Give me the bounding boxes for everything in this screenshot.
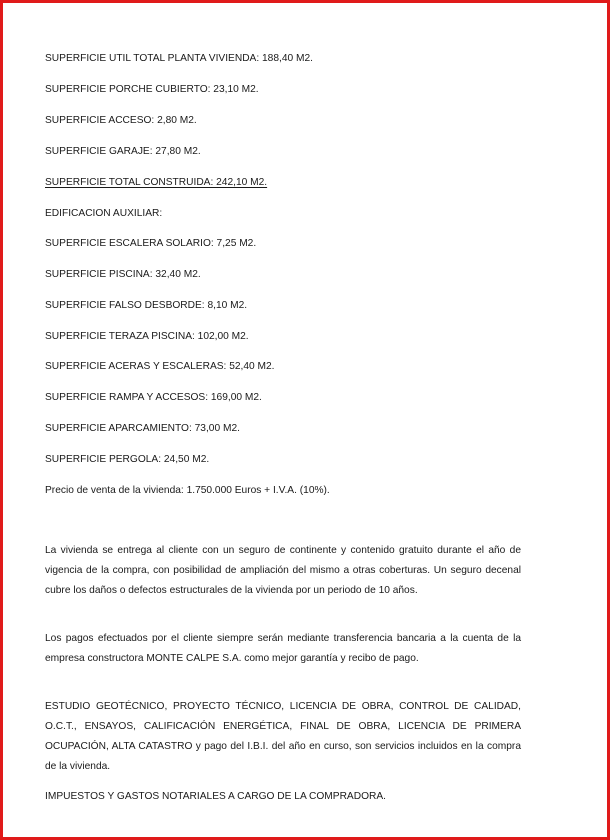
auxiliary-line: SUPERFICIE PERGOLA: 24,50 M2.: [45, 454, 210, 465]
auxiliary-heading: EDIFICACION AUXILIAR:: [45, 208, 163, 219]
auxiliary-line: SUPERFICIE FALSO DESBORDE: 8,10 M2.: [45, 300, 248, 311]
surface-line: SUPERFICIE ACCESO: 2,80 M2.: [45, 115, 197, 126]
auxiliary-line: SUPERFICIE RAMPA Y ACCESOS: 169,00 M2.: [45, 392, 262, 403]
auxiliary-line: SUPERFICIE ESCALERA SOLARIO: 7,25 M2.: [45, 238, 257, 249]
surface-total-line: SUPERFICIE TOTAL CONSTRUIDA: 242,10 M2.: [45, 177, 268, 188]
surface-line: SUPERFICIE PORCHE CUBIERTO: 23,10 M2.: [45, 84, 259, 95]
auxiliary-line: SUPERFICIE APARCAMIENTO: 73,00 M2.: [45, 423, 240, 434]
auxiliary-line: SUPERFICIE TERAZA PISCINA: 102,00 M2.: [45, 331, 249, 342]
payment-paragraph: Los pagos efectuados por el cliente siempre serán mediante transferencia bancaria a la cuenta de la empresa constructora MONTE CALPE S.A. como mejor garantía y recibo de pago.: [45, 633, 521, 664]
auxiliary-line: SUPERFICIE PISCINA: 32,40 M2.: [45, 269, 201, 280]
surface-line: SUPERFICIE GARAJE: 27,80 M2.: [45, 146, 201, 157]
included-services-paragraph: ESTUDIO GEOTÉCNICO, PROYECTO TÉCNICO, LICENCIA DE OBRA, CONTROL DE CALIDAD, O.C.T., ENSAYOS, CALIFICACIÓN ENERGÉTICA, FINAL DE OBRA, LICENCIA DE PRIMERA OCUPACIÓN, ALTA CATASTRO y pago del I.B.I. del año en curso, son servicios incluidos en la compra de la vivienda.: [45, 701, 521, 772]
surface-line: SUPERFICIE UTIL TOTAL PLANTA VIVIENDA: 188,40 M2.: [45, 53, 313, 64]
auxiliary-line: SUPERFICIE ACERAS Y ESCALERAS: 52,40 M2.: [45, 361, 275, 372]
price-line: Precio de venta de la vivienda: 1.750.000 Euros + I.V.A. (10%).: [45, 485, 330, 496]
insurance-paragraph: La vivienda se entrega al cliente con un seguro de continente y contenido gratuito durante el año de vigencia de la compra, con posibilidad de ampliación del mismo a otras coberturas. Un seguro decenal cubre los daños o defectos estructurales de la vivienda por un periodo de 10 años.: [45, 545, 521, 596]
taxes-paragraph: IMPUESTOS Y GASTOS NOTARIALES A CARGO DE LA COMPRADORA.: [45, 791, 386, 802]
